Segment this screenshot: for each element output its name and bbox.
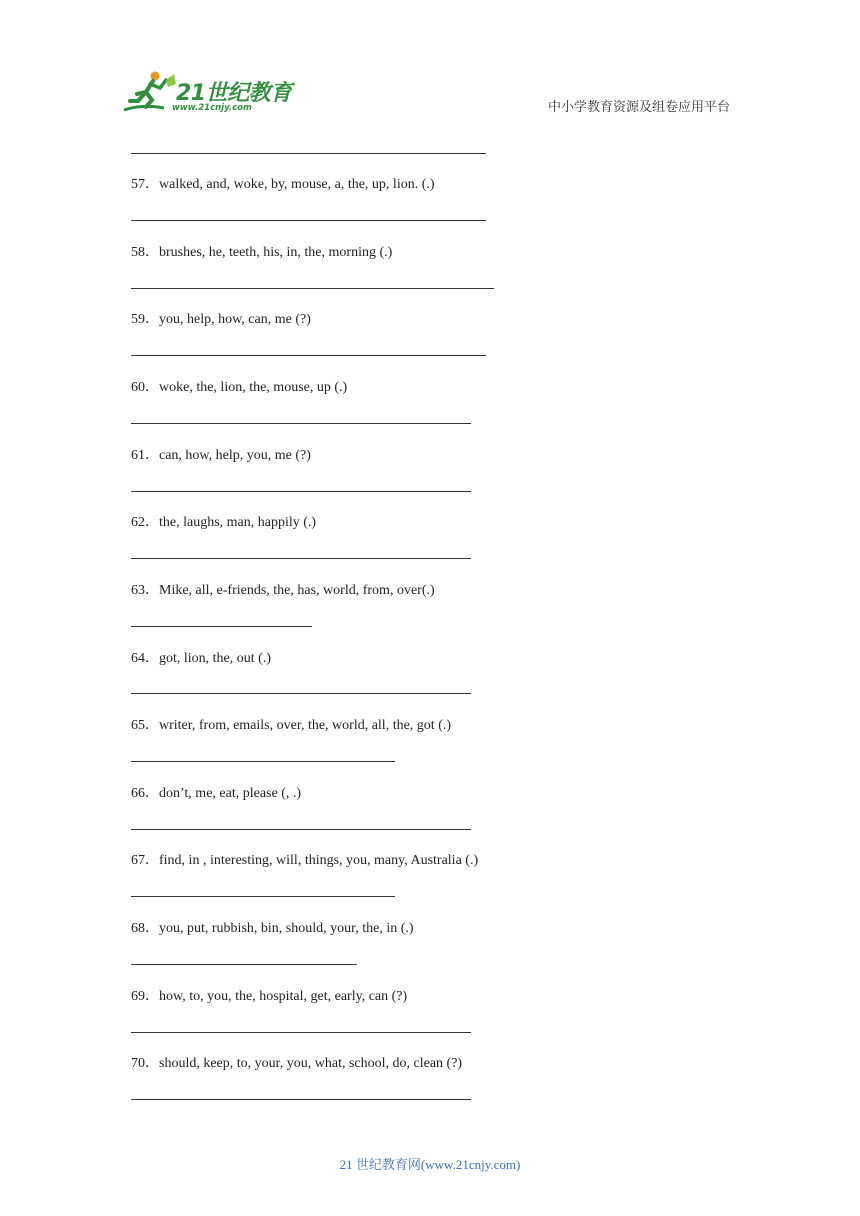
question-64 (131, 647, 271, 667)
answer-line (131, 896, 395, 897)
question-text: don’t, me, eat, please (, .) (159, 786, 302, 801)
question-text: the, laughs, man, happily (.) (159, 515, 317, 530)
question-number: 70． (131, 1056, 159, 1071)
question-57 (131, 173, 435, 193)
answer-line (131, 491, 471, 492)
answer-line (131, 1099, 471, 1100)
question-text: find, in , interesting, will, things, you, many, Australia (.) (159, 853, 479, 868)
question-60 (131, 376, 347, 396)
question-text: how, to, you, the, hospital, get, early, can (?) (159, 989, 408, 1004)
question-text: walked, and, woke, by, mouse, a, the, up, lion. (.) (159, 177, 435, 192)
answer-line (131, 829, 471, 830)
question-number: 68． (131, 921, 159, 936)
question-67 (131, 849, 478, 869)
question-text: writer, from, emails, over, the, world, all, the, got (.) (159, 718, 452, 733)
question-text: Mike, all, e-friends, the, has, world, from, over(.) (159, 583, 435, 598)
question-number: 59． (131, 312, 159, 327)
question-number: 64． (131, 651, 159, 666)
logo-text: 21世纪教育 (176, 81, 292, 106)
question-number: 57． (131, 177, 159, 192)
question-text: got, lion, the, out (.) (159, 651, 271, 666)
question-text: woke, the, lion, the, mouse, up (.) (159, 380, 348, 395)
question-number: 60． (131, 380, 159, 395)
question-70 (131, 1052, 462, 1072)
page-header (0, 0, 860, 160)
question-number: 69． (131, 989, 159, 1004)
question-63 (131, 579, 435, 599)
question-number: 66． (131, 786, 159, 801)
page-footer: 21 世纪教育网(www.21cnjy.com) (339, 1157, 521, 1172)
answer-line (131, 1032, 471, 1033)
answer-line (131, 355, 486, 356)
question-number: 63． (131, 583, 159, 598)
question-number: 62． (131, 515, 159, 530)
question-66 (131, 782, 301, 802)
question-text: can, how, help, you, me (?) (159, 448, 311, 463)
question-text: should, keep, to, your, you, what, school, do, clean (?) (159, 1056, 463, 1071)
question-text: brushes, he, teeth, his, in, the, morning (.) (159, 245, 393, 260)
question-number: 67． (131, 853, 159, 868)
question-58 (131, 241, 392, 261)
question-number: 61． (131, 448, 159, 463)
runner-icon (122, 70, 178, 115)
question-number: 65． (131, 718, 159, 733)
question-text: you, put, rubbish, bin, should, your, the, in (.) (159, 921, 414, 936)
answer-line (131, 423, 471, 424)
question-69 (131, 985, 407, 1005)
logo-url: www.21cnjy.com (172, 103, 252, 113)
answer-line (131, 153, 486, 154)
answer-line (131, 761, 395, 762)
question-68 (131, 917, 414, 937)
logo (122, 70, 292, 115)
question-65 (131, 714, 451, 734)
answer-line (131, 288, 494, 289)
question-61 (131, 444, 311, 464)
header-tagline: 中小学教育资源及组卷应用平台 (547, 99, 730, 114)
question-text: you, help, how, can, me (?) (159, 312, 311, 327)
question-59 (131, 308, 311, 328)
question-62 (131, 511, 316, 531)
answer-line (131, 558, 471, 559)
answer-line (131, 220, 486, 221)
answer-line (131, 626, 312, 627)
answer-line (131, 693, 471, 694)
question-number: 58． (131, 245, 159, 260)
answer-line (131, 964, 357, 965)
